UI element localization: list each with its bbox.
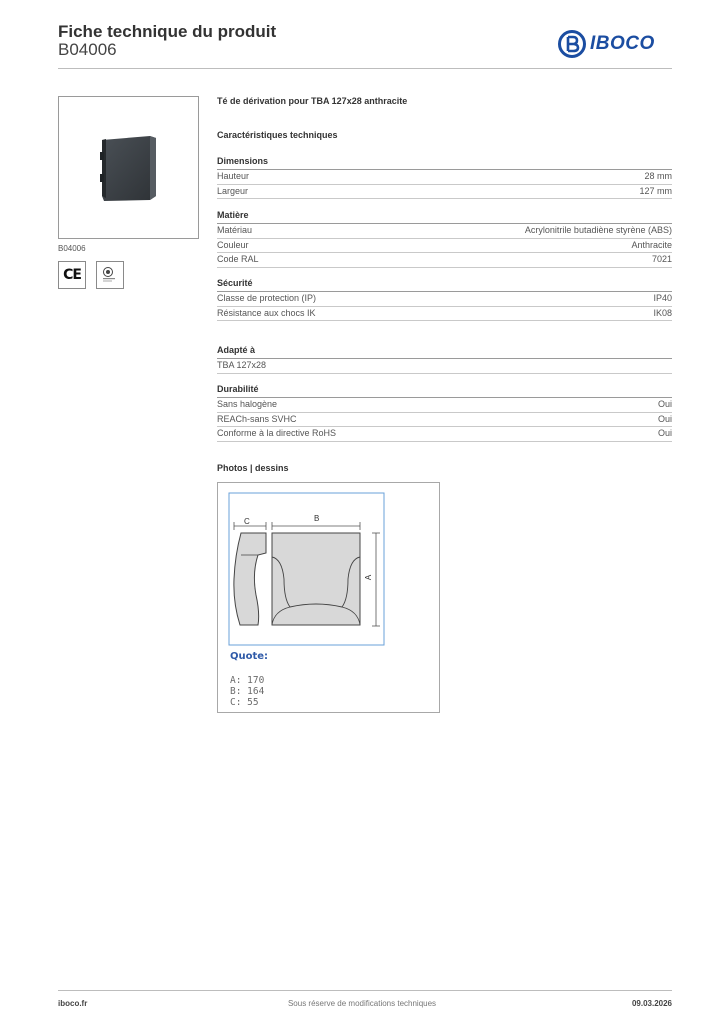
spec-label: Code RAL	[217, 254, 259, 264]
spec-row	[217, 170, 672, 185]
spec-label: Couleur	[217, 239, 249, 250]
spec-label: Conforme à la directive RoHS	[217, 428, 337, 438]
spec-row	[217, 292, 672, 307]
section-title: Adapté à	[217, 345, 672, 359]
seal-icon	[100, 265, 120, 285]
footer-website: iboco.fr	[58, 999, 88, 1008]
spec-label: TBA 127x28	[217, 360, 267, 370]
spec-row	[217, 185, 672, 200]
section-matiere	[217, 210, 672, 268]
spec-content	[217, 96, 672, 473]
section-dimensions	[217, 156, 672, 199]
spec-value: Oui	[657, 413, 672, 424]
spec-value: Anthracite	[631, 239, 672, 250]
spec-value: 7021	[651, 254, 672, 264]
drawing-sketch	[218, 483, 441, 648]
spec-label: Sans halogène	[217, 399, 278, 409]
spec-value: 28 mm	[644, 171, 672, 181]
quote-value-a: A: 170	[230, 675, 265, 686]
product-code: B04006	[58, 40, 117, 59]
spec-row	[217, 359, 672, 374]
technical-drawing	[217, 482, 440, 713]
dimension-label-c: C	[244, 517, 250, 526]
spec-label: REACh-sans SVHC	[217, 413, 297, 424]
footer-date: 09.03.2026	[631, 999, 672, 1008]
brand-logo	[558, 30, 655, 58]
logo-text: IBOCO	[590, 33, 655, 54]
spec-label: Largeur	[217, 185, 249, 196]
section-securite	[217, 278, 672, 321]
spec-label: Résistance aux chocs IK	[217, 307, 316, 318]
dimension-label-b: B	[314, 514, 320, 523]
tech-heading: Caractéristiques techniques	[217, 130, 338, 140]
spec-row	[217, 427, 672, 442]
section-adapte	[217, 345, 672, 374]
spec-label: Classe de protection (IP)	[217, 293, 317, 303]
spec-value: IP40	[653, 293, 672, 303]
photos-heading: Photos | dessins	[217, 463, 289, 473]
spec-row	[217, 253, 672, 268]
spec-value: Oui	[657, 399, 672, 409]
product-photo	[100, 134, 158, 203]
spec-row	[217, 239, 672, 254]
spec-row	[217, 413, 672, 428]
product-caption: B04006	[58, 244, 86, 253]
quote-title: Quote:	[230, 651, 269, 662]
section-title: Durabilité	[217, 384, 672, 398]
section-title: Matière	[217, 210, 672, 224]
quote-value-c: C: 55	[230, 697, 259, 708]
footer-divider	[58, 990, 672, 991]
product-description: Té de dérivation pour TBA 127x28 anthracite	[217, 96, 408, 106]
ce-mark-icon: CE	[58, 261, 86, 289]
spec-value: Acrylonitrile butadiène styrène (ABS)	[524, 225, 672, 235]
spec-value: IK08	[653, 307, 672, 318]
header-divider	[58, 68, 672, 69]
page-title: Fiche technique du produit	[58, 22, 277, 41]
certification-seal-icon	[96, 261, 124, 289]
section-durabilite	[217, 384, 672, 442]
dimension-label-a: A	[364, 574, 374, 581]
section-title: Sécurité	[217, 278, 672, 292]
spec-value: 127 mm	[639, 185, 672, 196]
spec-row	[217, 398, 672, 413]
spec-label: Hauteur	[217, 171, 250, 181]
quote-value-b: B: 164	[230, 686, 265, 697]
footer-notice: Sous réserve de modifications techniques	[287, 999, 437, 1008]
spec-value: Oui	[657, 428, 672, 438]
section-title: Dimensions	[217, 156, 672, 170]
spec-row	[217, 224, 672, 239]
iboco-logo-icon	[558, 30, 586, 58]
spec-row	[217, 307, 672, 322]
spec-label: Matériau	[217, 225, 253, 235]
product-photo-frame	[58, 96, 199, 239]
